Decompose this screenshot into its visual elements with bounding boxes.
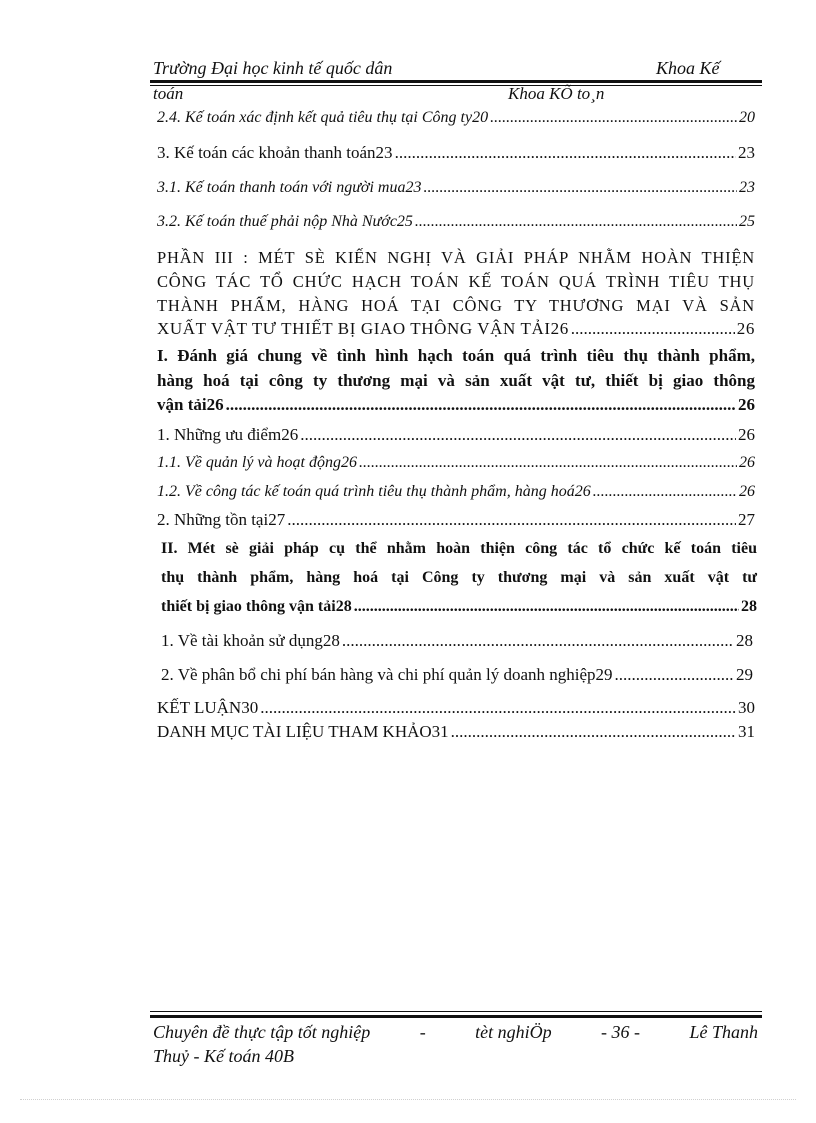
toc-page-number: 26 xyxy=(739,483,755,500)
toc-page-number: 23 xyxy=(738,143,755,162)
toc-entry-line: thụ thành phẩm, hàng hoá tại Công ty thương mại và sản xuất vật tư xyxy=(161,569,757,586)
toc-entry-line: II. Mét sè giải pháp cụ thể nhằm hoàn thiện công tác tổ chức kế toán tiêu xyxy=(161,540,757,557)
toc-page-number: 25 xyxy=(739,213,755,230)
toc-page-number: 27 xyxy=(738,510,755,529)
toc-entry-3-1[interactable] xyxy=(157,177,755,199)
toc-entry-label: 3. Kế toán các khoản thanh toán23 xyxy=(157,143,393,162)
toc-page-number: 29 xyxy=(736,665,753,684)
toc-entry-label: 3.1. Kế toán thanh toán với người mua23 xyxy=(157,179,422,196)
toc-page-number: 28 xyxy=(741,598,757,615)
toc-entry-2[interactable] xyxy=(157,509,755,531)
toc-leader xyxy=(260,697,736,719)
toc-page-number: 23 xyxy=(739,179,755,196)
toc-entry-line xyxy=(161,596,757,618)
toc-page-number: 31 xyxy=(738,722,755,741)
footer-page-number: - 36 - xyxy=(601,1022,641,1042)
toc-entry-3[interactable] xyxy=(157,142,755,164)
toc-leader xyxy=(571,318,735,340)
toc-leader xyxy=(359,452,737,474)
toc-leader xyxy=(615,664,734,686)
header-faculty-wrap: toán xyxy=(153,84,184,103)
toc-page-number: 30 xyxy=(738,698,755,717)
toc-leader xyxy=(423,177,737,199)
toc-page-number: 20 xyxy=(739,109,755,126)
toc-page-number: 26 xyxy=(738,395,755,414)
footer-dash: - xyxy=(419,1022,426,1042)
footer-rule xyxy=(150,1015,762,1018)
toc-entry-label: XUẤT VẬT TƯ THIẾT BỊ GIAO THÔNG VẬN TẢI26 xyxy=(157,319,569,338)
toc-entry-1-1[interactable] xyxy=(157,452,755,474)
footer-garbled: tèt nghiÖp xyxy=(475,1022,552,1042)
toc-entry-line: hàng hoá tại công ty thương mại và sản xuất vật tư, thiết bị giao thông xyxy=(157,371,755,390)
toc-leader xyxy=(490,107,737,129)
toc-entry-label: vận tải26 xyxy=(157,395,224,414)
toc-entry-label: 1. Những ưu điểm26 xyxy=(157,425,299,444)
toc-page-number: 26 xyxy=(736,319,755,338)
toc-page-number: 28 xyxy=(736,631,753,650)
page-edge xyxy=(20,1099,796,1100)
toc-entry-references[interactable] xyxy=(157,721,755,743)
toc-page-number: 26 xyxy=(738,425,755,444)
header-school: Trường Đại học kinh tế quốc dân xyxy=(153,58,393,78)
footer-author: Lê Thanh xyxy=(689,1022,758,1042)
header-rule xyxy=(150,80,762,83)
toc-entry-ii-1[interactable] xyxy=(161,630,753,652)
toc-entry-label: 2.4. Kế toán xác định kết quả tiêu thụ tại Công ty20 xyxy=(157,109,489,126)
toc-leader xyxy=(354,596,739,618)
header-faculty: Khoa Kế xyxy=(656,58,720,78)
toc-entry-line: CÔNG TÁC TỔ CHỨC HẠCH TOÁN KẾ TOÁN QUÁ TRÌNH TIÊU THỤ xyxy=(157,272,755,291)
toc-leader xyxy=(300,424,736,446)
footer-line xyxy=(153,1022,758,1043)
toc-entry-line: I. Đánh giá chung về tình hình hạch toán quá trình tiêu thụ thành phẩm, xyxy=(157,346,755,365)
toc-entry-label: KẾT LUẬN30 xyxy=(157,698,259,717)
toc-leader xyxy=(287,509,736,531)
toc-leader xyxy=(451,721,736,743)
toc-entry-label: thiết bị giao thông vận tải28 xyxy=(161,598,352,615)
toc-entry-3-2[interactable] xyxy=(157,211,755,233)
toc-entry-label: 2. Những tồn tại27 xyxy=(157,510,286,529)
toc-entry-line: THÀNH PHẨM, HÀNG HOÁ TẠI CÔNG TY THƯƠNG MẠI VÀ SẢN xyxy=(157,296,755,315)
footer-author-line2: Thuỷ - Kế toán 40B xyxy=(153,1046,294,1066)
header-rule-thin xyxy=(150,85,762,86)
toc-leader xyxy=(415,211,737,233)
footer-rule-thin xyxy=(150,1011,762,1012)
toc-entry-1[interactable] xyxy=(157,424,755,446)
toc-entry-label: 2. Về phân bổ chi phí bán hàng và chi phí quản lý doanh nghiệp29 xyxy=(161,665,613,684)
toc-entry-label: 1.2. Về công tác kế toán quá trình tiêu thụ thành phẩm, hàng hoá26 xyxy=(157,483,591,500)
toc-leader xyxy=(395,142,736,164)
toc-entry-1-2[interactable] xyxy=(157,481,755,503)
toc-entry-line xyxy=(157,318,755,340)
toc-entry-line xyxy=(157,394,755,416)
toc-entry-label: DANH MỤC TÀI LIỆU THAM KHẢO31 xyxy=(157,722,449,741)
toc-leader xyxy=(593,481,737,503)
header-faculty-garbled: Khoa KÕ to¸n xyxy=(508,84,605,103)
toc-entry-conclusion[interactable] xyxy=(157,697,755,719)
toc-leader xyxy=(226,394,736,416)
toc-page-number: 26 xyxy=(739,454,755,471)
toc-entry-label: 3.2. Kế toán thuế phải nộp Nhà Nước25 xyxy=(157,213,413,230)
footer-title: Chuyên đề thực tập tốt nghiệp xyxy=(153,1022,371,1042)
toc-entry-2-4[interactable] xyxy=(157,107,755,129)
toc-entry-label: 1.1. Về quản lý và hoạt động26 xyxy=(157,454,357,471)
toc-entry-line: PHẦN III : MÉT SÈ KIẾN NGHỊ VÀ GIẢI PHÁP NHẰM HOÀN THIỆN xyxy=(157,248,755,267)
toc-leader xyxy=(342,630,734,652)
toc-entry-ii-2[interactable] xyxy=(161,664,753,686)
toc-entry-label: 1. Về tài khoản sử dụng28 xyxy=(161,631,340,650)
